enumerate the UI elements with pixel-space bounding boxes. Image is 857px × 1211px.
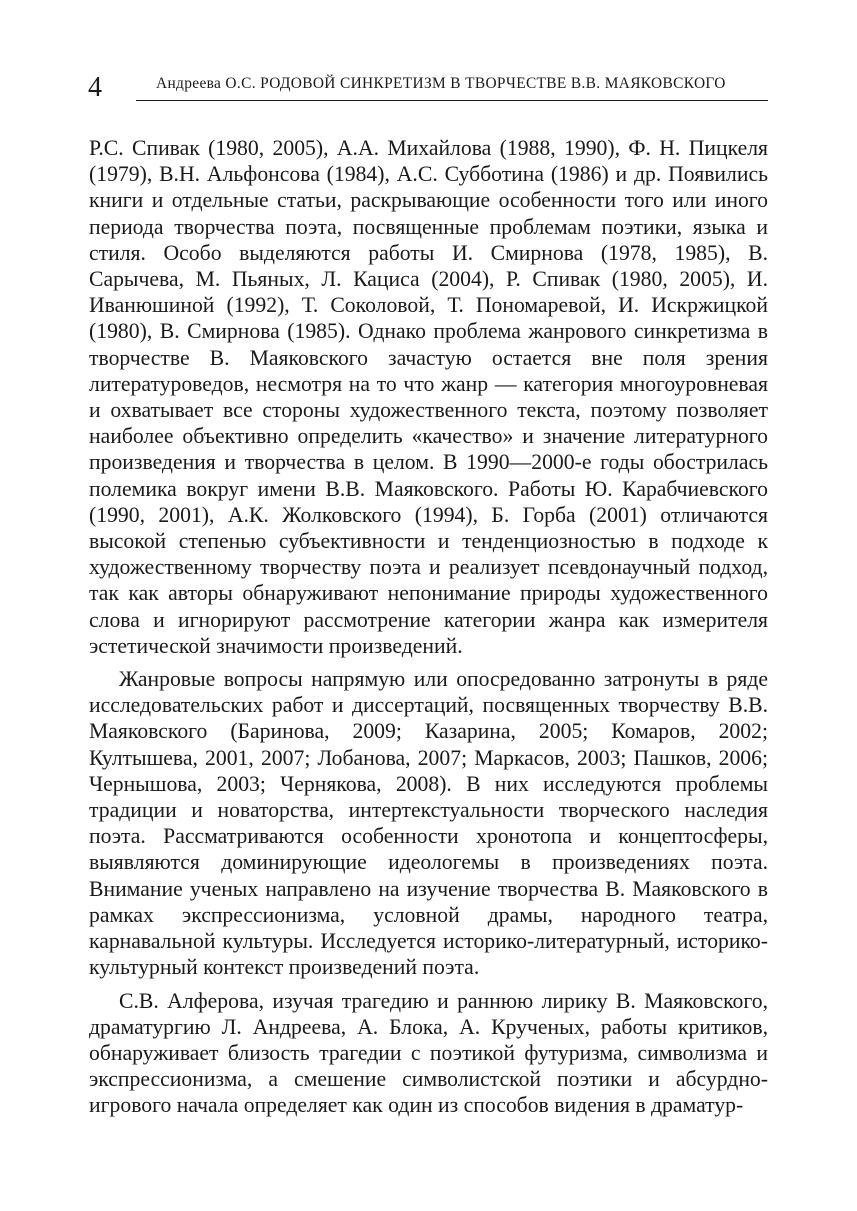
running-head	[136, 72, 768, 101]
page-number: 4	[88, 72, 102, 103]
paragraph-3: С.В. Алферова, изучая трагедию и раннюю лирику В. Маяковского, драматургию Л. Андреева, А. Блока, А. Крученых, работы критиков, обнаруживает близость трагедии с поэтикой футуризма, символизма и экспрессионизма, а смешение символистской поэтики и абсурдно-игрового начала определяет как один из способов видения в драматур-	[89, 988, 768, 1118]
paragraph-2: Жанровые вопросы напрямую или опосредованно затронуты в ряде исследовательских работ и диссертаций, посвященных творчеству В.В. Маяковского (Баринова, 2009; Казарина, 2005; Комаров, 2002; Култышева, 2001, 2007; Лобанова, 2007; Маркасов, 2003; Пашков, 2006; Чернышова, 2003; Чернякова, 2008). В них исследуются проблемы традиции и новаторства, интертекстуальности творческого наследия поэта. Рассматриваются особенности хронотопа и концептосферы, выявляются доминирующие идеологемы в произведениях поэта. Внимание ученых направлено на изучение творчества В. Маяковского в рамках экспрессионизма, условной драмы, народного театра, карнавальной культуры. Исследуется историко-литературный, историко-культурный контекст произведений поэта.	[89, 667, 768, 980]
body-text	[89, 135, 768, 1119]
running-title: Андреева О.С. РОДОВОЙ СИНКРЕТИЗМ В ТВОРЧЕСТВЕ В.В. МАЯКОВСКОГО	[156, 75, 726, 92]
paragraph-1: Р.С. Спивак (1980, 2005), А.А. Михайлова (1988, 1990), Ф. Н. Пицкеля (1979), В.Н. Альфонсова (1984), А.С. Субботина (1986) и др. Появились книги и отдельные статьи, раскрывающие особенности того или иного периода творчества поэта, посвященные проблемам поэтики, языка и стиля. Особо выделяются работы И. Смирнова (1978, 1985), В. Сарычева, М. Пьяных, Л. Кациса (2004), Р. Спивак (1980, 2005), И. Иванюшиной (1992), Т. Соколовой, Т. Пономаревой, И. Искржицкой (1980), В. Смирнова (1985). Однако проблема жанрового синкретизма в творчестве В. Маяковского зачастую остается вне поля зрения литературоведов, несмотря на то что жанр — категория многоуровневая и охватывает все стороны художественного текста, поэтому позволяет наиболее объективно определить «качество» и значение литературного произведения и творчества в целом. В 1990—2000-е годы обострилась полемика вокруг имени В.В. Маяковского. Работы Ю. Карабчиевского (1990, 2001), А.К. Жолковского (1994), Б. Горба (2001) отличаются высокой степенью субъективности и тенденциозностью в подходе к художественному творчеству поэта и реализует псевдонаучный подход, так как авторы обнаруживают непонимание природы художественного слова и игнорируют рассмотрение категории жанра как измерителя эстетической значимости произведений.	[89, 136, 768, 658]
